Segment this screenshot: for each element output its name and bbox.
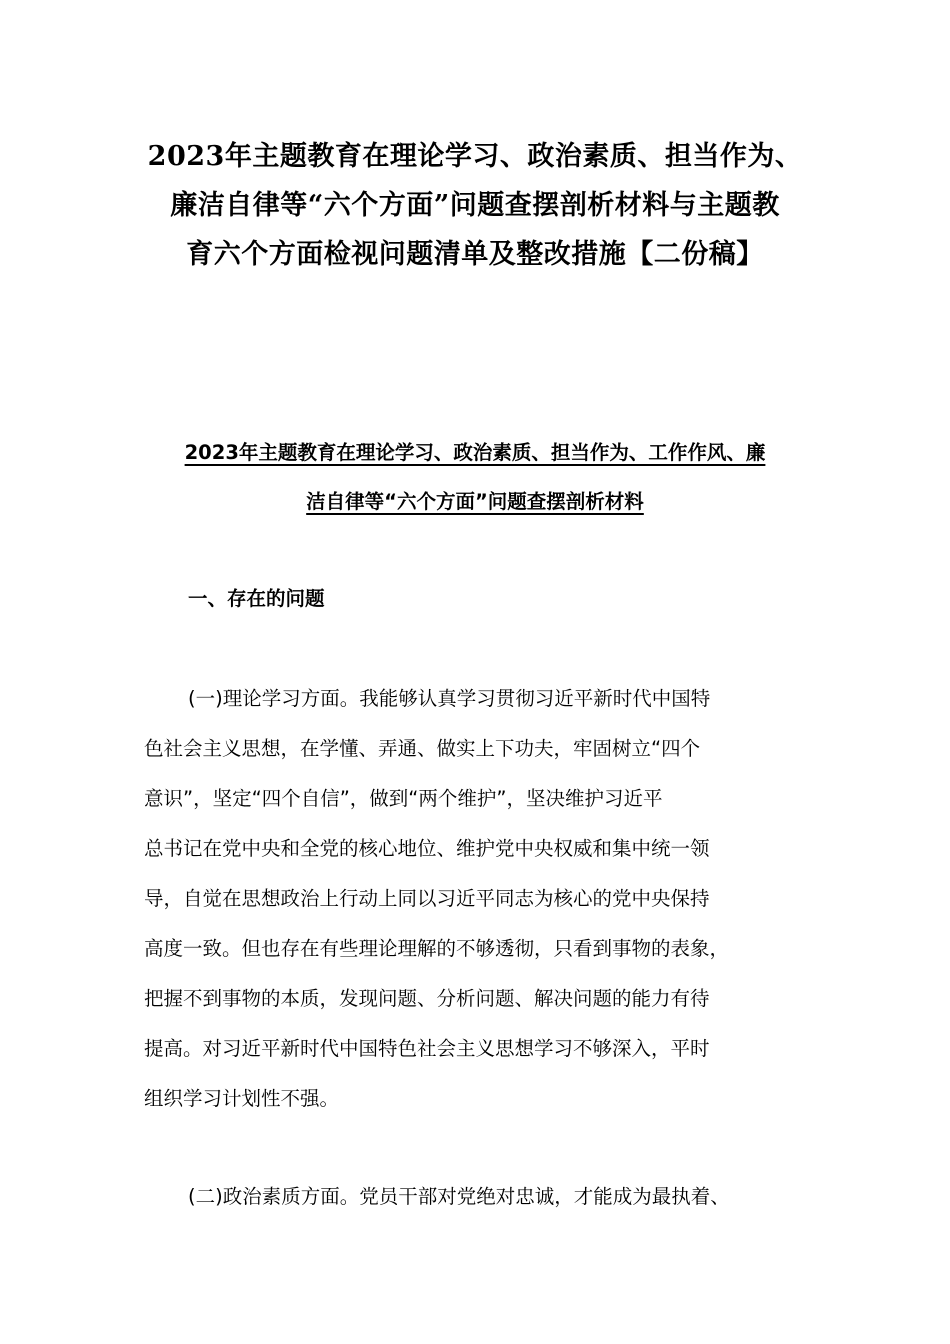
paragraph-line: 组织学习计划性不强。	[144, 1087, 340, 1110]
main-title-line: 育六个方面检视问题清单及整改措施【二份稿】	[186, 239, 764, 270]
paragraph-line: 提高。对习近平新时代中国特色社会主义思想学习不够深入，平时	[144, 1037, 710, 1060]
paragraph-political-quality	[144, 1172, 834, 1222]
sub-title-line: 洁自律等“六个方面”问题查摆剖析材料	[306, 490, 644, 513]
paragraph-line: 意识”，坚定“四个自信”，做到“两个维护”，坚决维护习近平	[144, 787, 663, 810]
paragraph-line: 总书记在党中央和全党的核心地位、维护党中央权威和集中统一领	[144, 837, 710, 860]
paragraph-line: 把握不到事物的本质，发现问题、分析问题、解决问题的能力有待	[144, 987, 710, 1010]
sub-title	[120, 428, 830, 526]
section-heading: 一、存在的问题	[188, 587, 325, 610]
main-title-line: 2023年主题教育在理论学习、政治素质、担当作为、	[147, 141, 803, 172]
sub-title-line: 2023年主题教育在理论学习、政治素质、担当作为、工作作风、廉	[184, 441, 766, 464]
sub-title-line-wrap	[120, 477, 830, 526]
paragraph-line: 导，自觉在思想政治上行动上同以习近平同志为核心的党中央保持	[144, 887, 710, 910]
main-title-line: 廉洁自律等“六个方面”问题查摆剖析材料与主题教	[170, 190, 780, 221]
paragraph-line: (二)政治素质方面。党员干部对党绝对忠诚，才能成为最执着、	[188, 1185, 730, 1208]
paragraph-line: 高度一致。但也存在有些理论理解的不够透彻，只看到事物的表象，	[144, 937, 730, 960]
paragraph-line: (一)理论学习方面。我能够认真学习贯彻习近平新时代中国特	[188, 687, 711, 710]
sub-title-line-wrap	[120, 428, 830, 477]
main-title	[120, 132, 830, 279]
paragraph-line: 色社会主义思想，在学懂、弄通、做实上下功夫，牢固树立“四个	[144, 737, 701, 760]
paragraph-theory-study	[144, 674, 834, 1124]
